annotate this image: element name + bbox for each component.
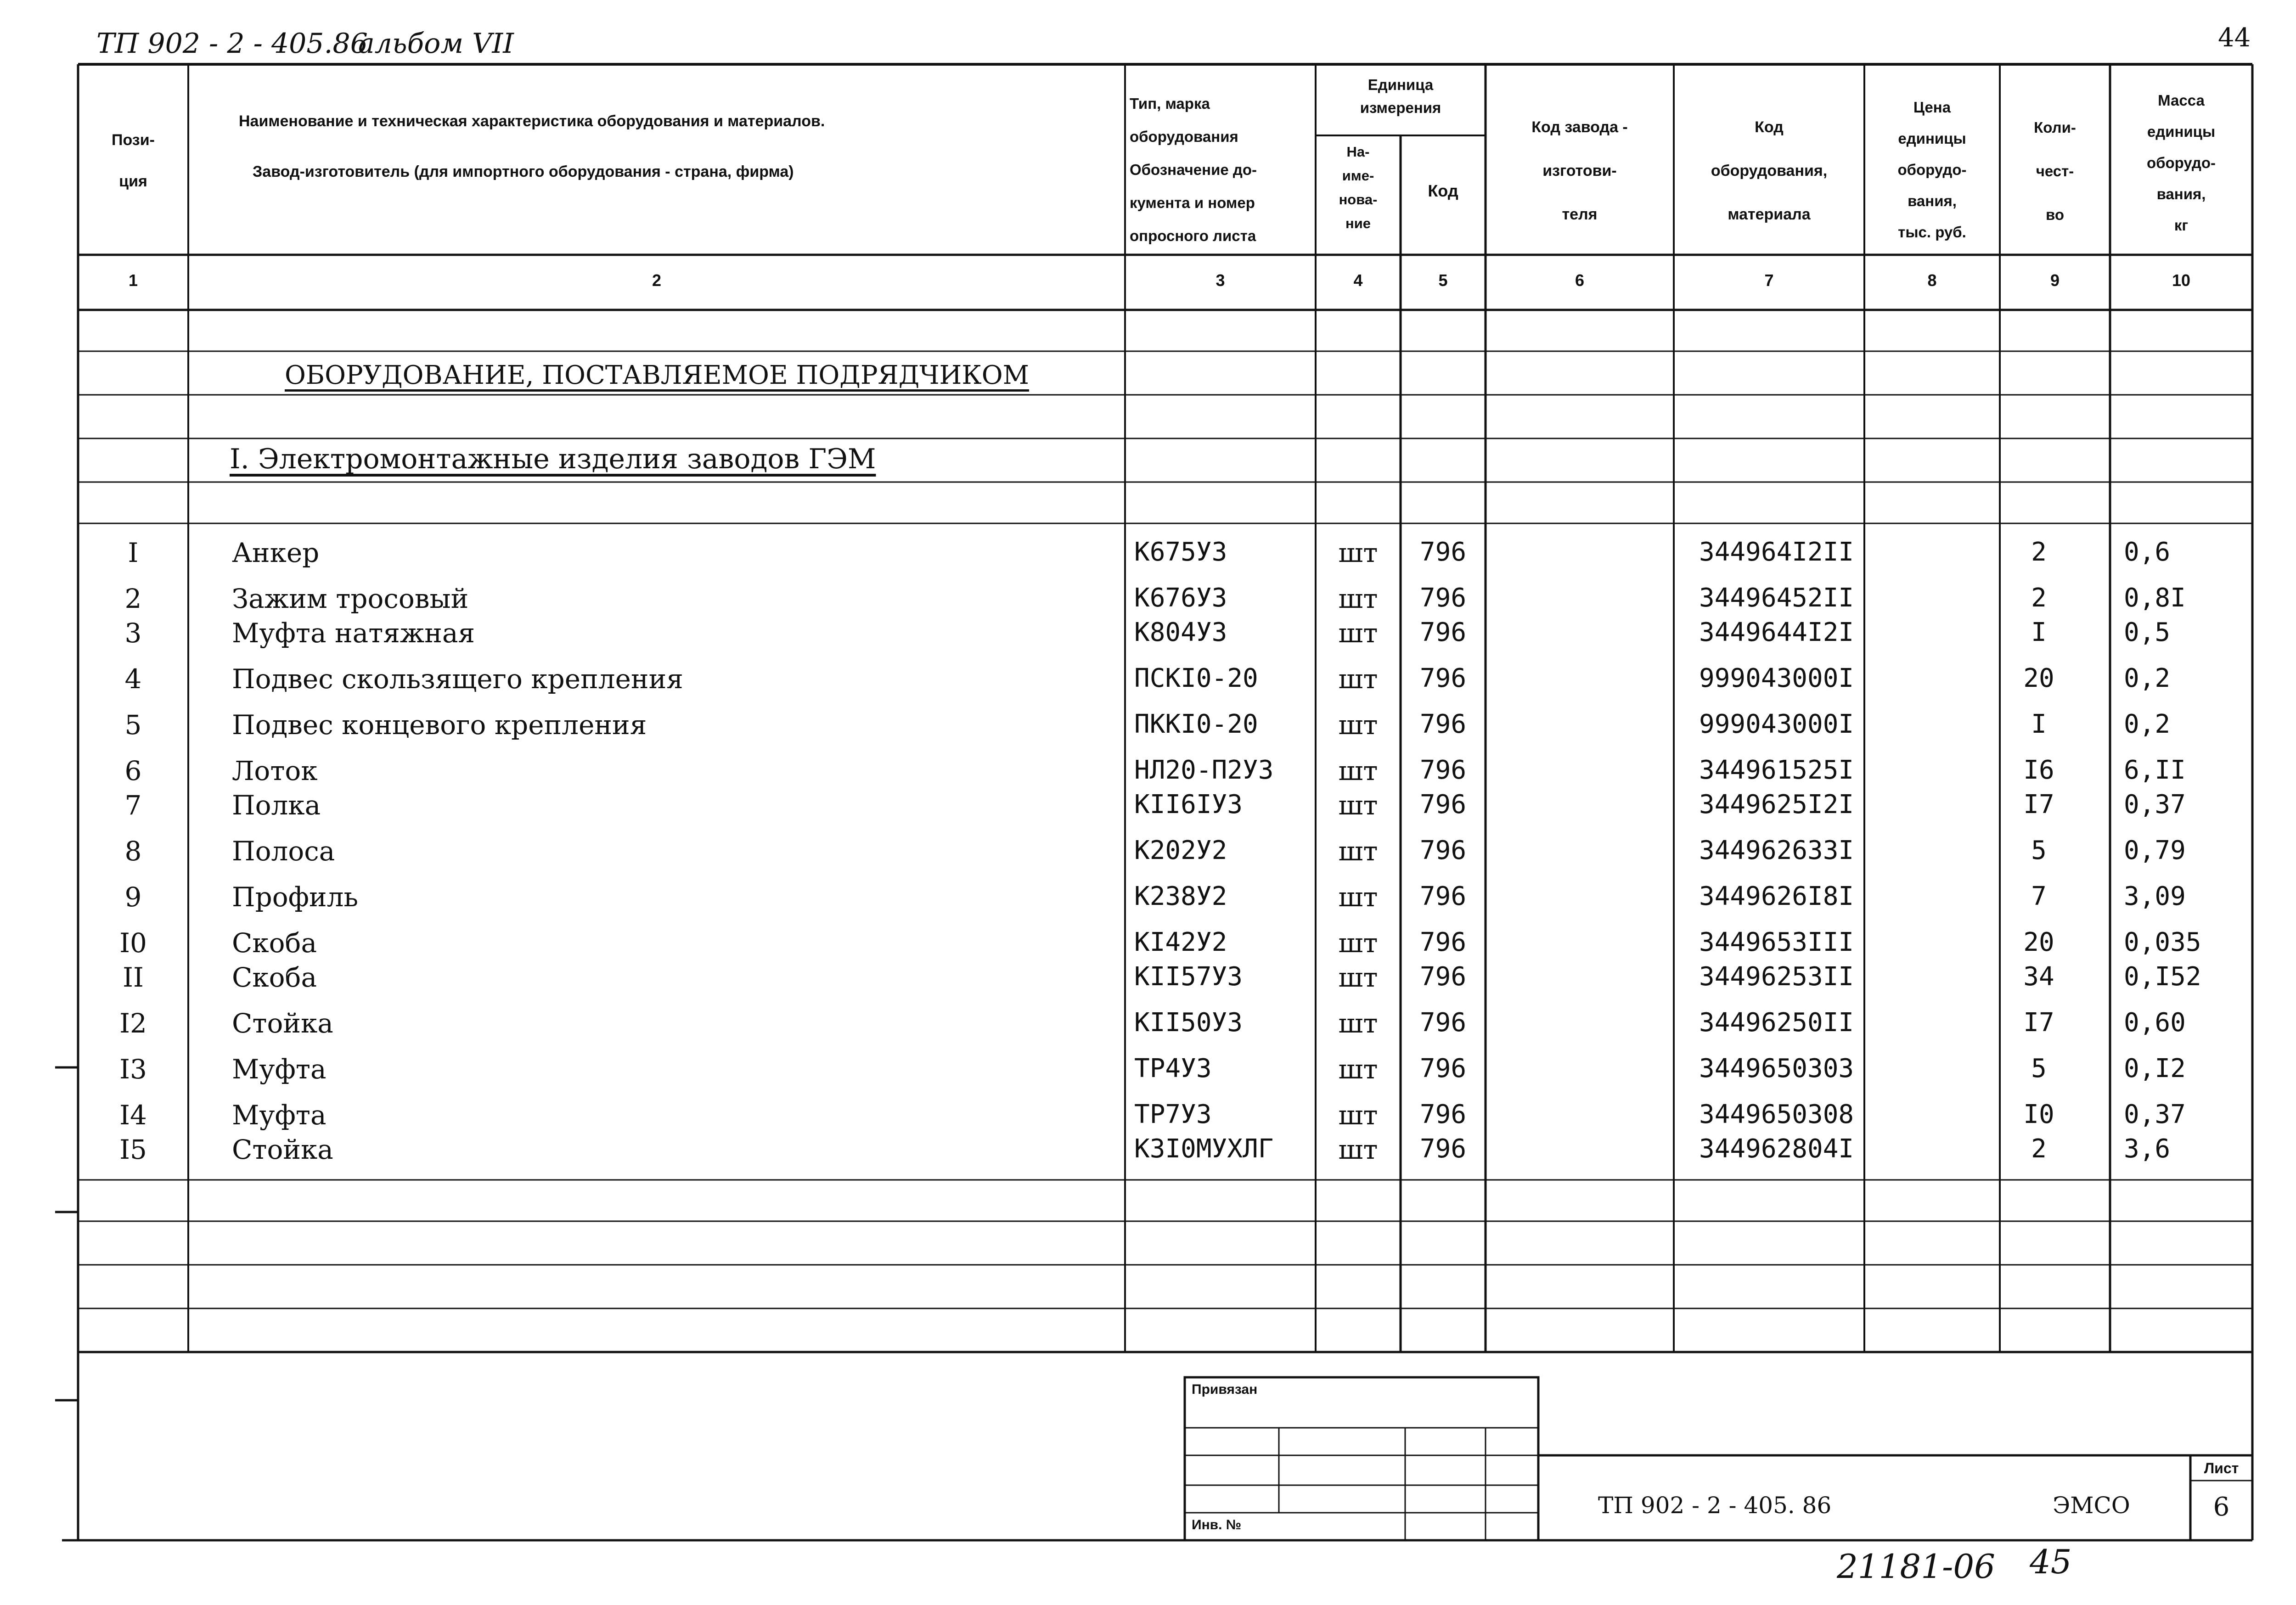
row-type: КII57У3 bbox=[1134, 962, 1243, 992]
row-type: К202У2 bbox=[1134, 836, 1227, 865]
row-name: Лоток bbox=[232, 755, 318, 786]
row-type: НЛ20-П2У3 bbox=[1134, 755, 1274, 785]
row-equipment-code: 3449653III bbox=[1699, 927, 1854, 957]
row-equipment-code: 999043000I bbox=[1699, 663, 1854, 693]
row-quantity: I bbox=[2031, 617, 2047, 647]
row-unit-code: 796 bbox=[1419, 1100, 1467, 1129]
row-mass: 3,09 bbox=[2124, 881, 2186, 911]
row-unit: шт bbox=[1338, 537, 1378, 568]
row-type: К3I0МУХЛГ bbox=[1134, 1134, 1274, 1164]
subsection-title-text: I. Электромонтажные изделия заводов ГЭМ bbox=[230, 443, 876, 475]
row-name: Полка bbox=[232, 790, 321, 821]
row-mass: 0,5 bbox=[2124, 617, 2171, 647]
row-name: Муфта натяжная bbox=[232, 617, 475, 649]
stamp-sheet-number: 6 bbox=[2213, 1492, 2230, 1522]
row-equipment-code: 3449650303 bbox=[1699, 1054, 1854, 1083]
row-name: Скоба bbox=[232, 962, 317, 993]
stamp-sheet-label: Лист bbox=[2204, 1460, 2239, 1476]
col-header-factory-code: Код завода - изготови- теля bbox=[1531, 118, 1628, 223]
row-unit-code: 796 bbox=[1419, 537, 1467, 567]
row-unit-code: 796 bbox=[1419, 709, 1467, 739]
col-header-unit-group: Единица измерения bbox=[1360, 76, 1441, 116]
row-name: Зажим тросовый bbox=[232, 583, 469, 614]
row-mass: 0,79 bbox=[2124, 836, 2186, 865]
col-number-4: 4 bbox=[1353, 271, 1363, 290]
row-position: I0 bbox=[119, 927, 147, 959]
row-mass: 0,37 bbox=[2124, 1100, 2186, 1129]
row-quantity: I6 bbox=[2023, 755, 2054, 785]
row-mass: 6,II bbox=[2124, 755, 2186, 785]
col-header-mass: Масса единицы оборудо- вания, кг bbox=[2146, 92, 2216, 234]
row-unit-code: 796 bbox=[1419, 790, 1467, 819]
row-unit: шт bbox=[1338, 583, 1378, 614]
col-header-equipment-code: Код оборудования, материала bbox=[1711, 118, 1828, 223]
col-header-unit-name: На- име- нова- ние bbox=[1339, 144, 1378, 231]
row-unit-code: 796 bbox=[1419, 962, 1467, 992]
row-type: ТР4У3 bbox=[1134, 1054, 1212, 1083]
stamp-inv-label: Инв. № bbox=[1192, 1517, 1242, 1532]
row-equipment-code: 3449650308 bbox=[1699, 1100, 1854, 1129]
row-type: КII50У3 bbox=[1134, 1008, 1243, 1038]
row-name: Подвес концевого крепления bbox=[232, 709, 647, 741]
album-label: альбом VII bbox=[358, 28, 514, 60]
stamp-linked-label: Привязан bbox=[1192, 1382, 1258, 1397]
row-unit-code: 796 bbox=[1419, 1054, 1467, 1083]
row-mass: 0,60 bbox=[2124, 1008, 2186, 1038]
row-unit-code: 796 bbox=[1419, 1134, 1467, 1164]
row-name: Муфта bbox=[232, 1100, 326, 1131]
subsection-title bbox=[230, 443, 876, 475]
archive-number: 21181-06 bbox=[1837, 1547, 1995, 1586]
col-number-1: 1 bbox=[128, 271, 138, 290]
row-name: Полоса bbox=[232, 836, 335, 867]
row-unit: шт bbox=[1338, 1008, 1378, 1039]
row-mass: 0,37 bbox=[2124, 790, 2186, 819]
row-mass: 0,2 bbox=[2124, 663, 2171, 693]
row-position: 9 bbox=[124, 881, 142, 913]
col-header-name: Наименование и техническая характеристика оборудования и материалов. bbox=[239, 112, 825, 130]
row-equipment-code: 34496253II bbox=[1699, 962, 1854, 992]
row-unit: шт bbox=[1338, 836, 1378, 867]
row-unit-code: 796 bbox=[1419, 617, 1467, 647]
row-unit: шт bbox=[1338, 617, 1378, 649]
col-number-10: 10 bbox=[2172, 271, 2191, 290]
row-name: Стойка bbox=[232, 1008, 333, 1039]
row-position: 3 bbox=[124, 617, 142, 649]
row-mass: 0,6 bbox=[2124, 537, 2171, 567]
col-header-manufacturer: Завод-изготовитель (для импортного оборудования - страна, фирма) bbox=[253, 163, 794, 180]
col-header-unit-code: Код bbox=[1428, 181, 1458, 200]
col-number-6: 6 bbox=[1575, 271, 1585, 290]
row-equipment-code: 3449625I2I bbox=[1699, 790, 1854, 819]
row-position: 5 bbox=[124, 709, 142, 741]
col-number-2: 2 bbox=[652, 271, 662, 290]
row-mass: 0,035 bbox=[2124, 927, 2201, 957]
row-name: Скоба bbox=[232, 927, 317, 959]
row-unit: шт bbox=[1338, 962, 1378, 993]
row-type: К675У3 bbox=[1134, 537, 1227, 567]
row-unit-code: 796 bbox=[1419, 927, 1467, 957]
row-position: I5 bbox=[119, 1134, 147, 1165]
row-unit-code: 796 bbox=[1419, 663, 1467, 693]
row-position: I bbox=[128, 537, 139, 568]
row-unit-code: 796 bbox=[1419, 755, 1467, 785]
row-quantity: I7 bbox=[2023, 790, 2054, 819]
col-header-price: Цена единицы оборудо- вания, тыс. руб. bbox=[1897, 99, 1967, 241]
row-quantity: I0 bbox=[2023, 1100, 2054, 1129]
row-equipment-code: 3449644I2I bbox=[1699, 617, 1854, 647]
row-unit: шт bbox=[1338, 790, 1378, 821]
row-quantity: 34 bbox=[2023, 962, 2054, 992]
row-unit: шт bbox=[1338, 663, 1378, 695]
row-quantity: 2 bbox=[2031, 537, 2047, 567]
row-equipment-code: 999043000I bbox=[1699, 709, 1854, 739]
col-number-3: 3 bbox=[1216, 271, 1225, 290]
row-position: II bbox=[123, 962, 144, 993]
row-type: КII6IУ3 bbox=[1134, 790, 1243, 819]
section-title: ОБОРУДОВАНИЕ, ПОСТАВЛЯЕМОЕ ПОДРЯДЧИКОМ bbox=[285, 360, 1029, 390]
row-type: К238У2 bbox=[1134, 881, 1227, 911]
page-number: 44 bbox=[2218, 23, 2251, 53]
row-quantity: 5 bbox=[2031, 1054, 2047, 1083]
row-equipment-code: 3449626I8I bbox=[1699, 881, 1854, 911]
col-number-7: 7 bbox=[1764, 271, 1774, 290]
row-quantity: I7 bbox=[2023, 1008, 2054, 1038]
row-equipment-code: 34496250II bbox=[1699, 1008, 1854, 1038]
row-equipment-code: 344962633I bbox=[1699, 836, 1854, 865]
row-type: ПСКI0-20 bbox=[1134, 663, 1258, 693]
row-name: Стойка bbox=[232, 1134, 333, 1165]
row-mass: 0,8I bbox=[2124, 583, 2186, 613]
row-position: 8 bbox=[124, 836, 142, 867]
row-position: I2 bbox=[119, 1008, 147, 1039]
row-equipment-code: 344964I2II bbox=[1699, 537, 1854, 567]
row-mass: 0,I2 bbox=[2124, 1054, 2186, 1083]
row-unit-code: 796 bbox=[1419, 881, 1467, 911]
col-header-position: Пози- ция bbox=[112, 131, 155, 190]
row-position: I4 bbox=[119, 1100, 147, 1131]
row-unit: шт bbox=[1338, 927, 1378, 959]
row-type: ПККI0-20 bbox=[1134, 709, 1258, 739]
doc-code-header: ТП 902 - 2 - 405.86 bbox=[96, 28, 368, 60]
row-type: КI42У2 bbox=[1134, 927, 1227, 957]
row-unit-code: 796 bbox=[1419, 836, 1467, 865]
row-unit-code: 796 bbox=[1419, 583, 1467, 613]
row-mass: 0,I52 bbox=[2124, 962, 2201, 992]
row-type: ТР7У3 bbox=[1134, 1100, 1212, 1129]
row-position: 6 bbox=[124, 755, 142, 786]
col-number-8: 8 bbox=[1927, 271, 1937, 290]
stamp-doc-code: ТП 902 - 2 - 405. 86 bbox=[1598, 1492, 1832, 1519]
row-unit: шт bbox=[1338, 1100, 1378, 1131]
row-unit: шт bbox=[1338, 709, 1378, 741]
row-type: К676У3 bbox=[1134, 583, 1227, 613]
row-name: Анкер bbox=[232, 537, 320, 568]
col-number-5: 5 bbox=[1438, 271, 1448, 290]
row-unit: шт bbox=[1338, 1134, 1378, 1165]
footer-page: 45 bbox=[2030, 1543, 2072, 1581]
col-header-quantity: Коли- чест- во bbox=[2034, 119, 2076, 223]
row-equipment-code: 34496452II bbox=[1699, 583, 1854, 613]
row-quantity: I bbox=[2031, 709, 2047, 739]
row-mass: 0,2 bbox=[2124, 709, 2171, 739]
row-unit: шт bbox=[1338, 1054, 1378, 1085]
col-header-type: Тип, марка оборудования Обозначение до- кумента и номер опросного листа bbox=[1130, 95, 1257, 244]
row-position: I3 bbox=[119, 1054, 147, 1085]
row-type: К804У3 bbox=[1134, 617, 1227, 647]
row-position: 2 bbox=[124, 583, 142, 614]
row-position: 7 bbox=[124, 790, 142, 821]
row-name: Профиль bbox=[232, 881, 359, 913]
row-name: Подвес скользящего крепления bbox=[232, 663, 683, 695]
stamp-mark: ЭМСО bbox=[2053, 1492, 2130, 1519]
row-quantity: 20 bbox=[2023, 927, 2054, 957]
col-number-9: 9 bbox=[2050, 271, 2060, 290]
row-quantity: 5 bbox=[2031, 836, 2047, 865]
row-quantity: 7 bbox=[2031, 881, 2047, 911]
row-mass: 3,6 bbox=[2124, 1134, 2171, 1164]
row-quantity: 2 bbox=[2031, 583, 2047, 613]
row-equipment-code: 344961525I bbox=[1699, 755, 1854, 785]
row-name: Муфта bbox=[232, 1054, 326, 1085]
row-equipment-code: 344962804I bbox=[1699, 1134, 1854, 1164]
row-unit: шт bbox=[1338, 755, 1378, 786]
row-unit-code: 796 bbox=[1419, 1008, 1467, 1038]
row-unit: шт bbox=[1338, 881, 1378, 913]
row-quantity: 2 bbox=[2031, 1134, 2047, 1164]
row-quantity: 20 bbox=[2023, 663, 2054, 693]
row-position: 4 bbox=[124, 663, 142, 695]
